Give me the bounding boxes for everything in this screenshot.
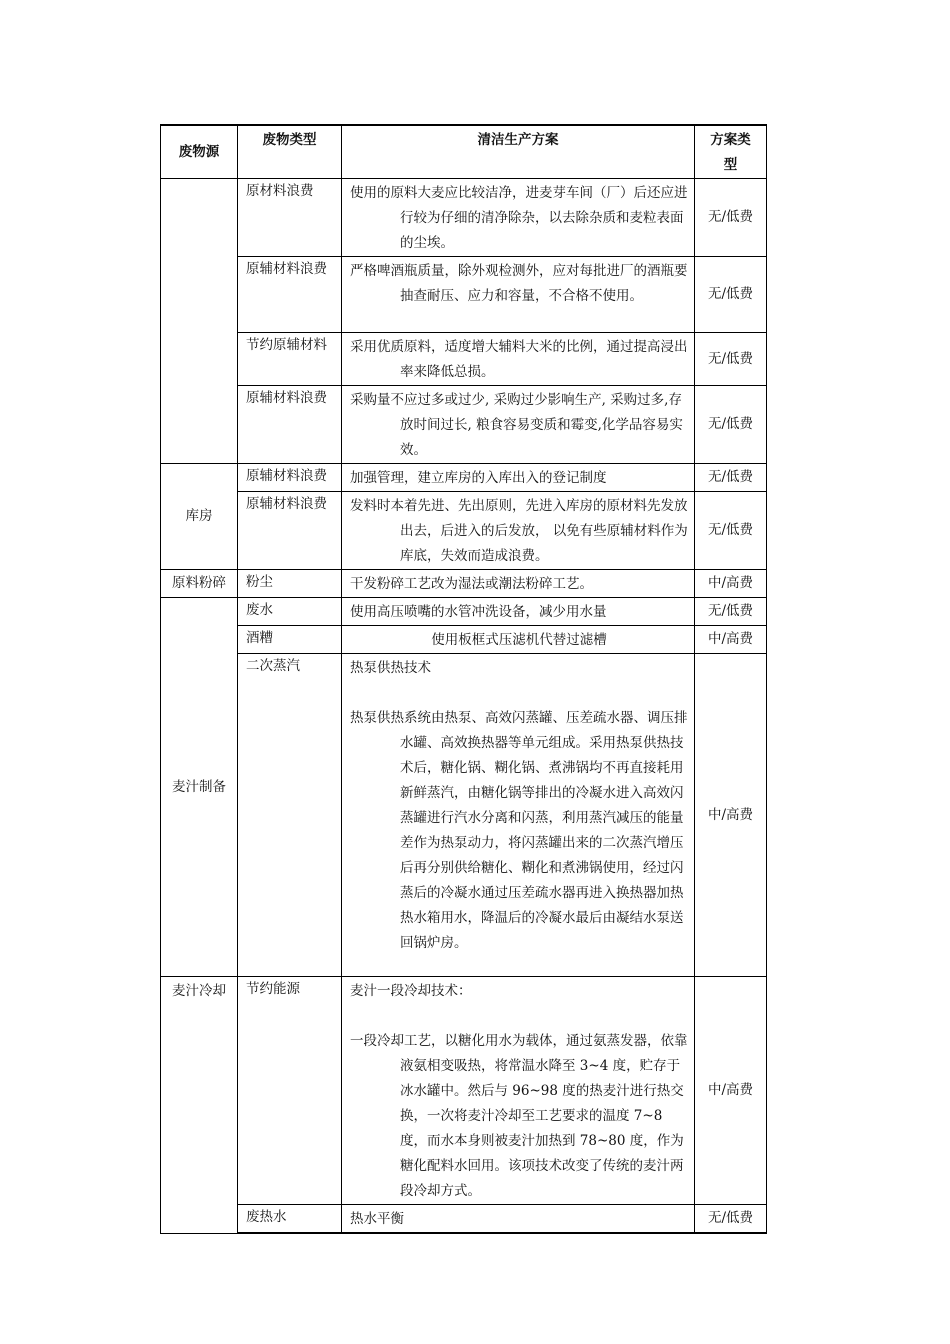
plan-kind-cell: 无/低费 [695, 386, 767, 464]
waste-type-cell: 二次蒸汽 [238, 654, 342, 977]
plan-kind-cell: 无/低费 [695, 179, 767, 257]
plan-kind-cell: 无/低费 [695, 1205, 767, 1234]
plan-cell [342, 570, 695, 598]
source-cell: 原料粉碎 [161, 570, 238, 598]
table-row [161, 977, 767, 1205]
waste-type-cell: 原辅材料浪费 [238, 464, 342, 492]
plan-text: 发料时本着先进、先出原则，先进入库房的原材料先发放出去，后进入的后发放， 以免有些原辅材料作为库底，失效而造成浪费。 [350, 498, 688, 564]
waste-type-cell: 原辅材料浪费 [238, 492, 342, 570]
plan-cell [342, 654, 695, 977]
plan-cell [342, 179, 695, 257]
table-row [161, 464, 767, 492]
plan-text: 使用高压喷嘴的水管冲洗设备，减少用水量 [350, 604, 607, 620]
plan-kind-cell: 无/低费 [695, 333, 767, 386]
plan-kind-cell: 无/低费 [695, 598, 767, 626]
plan-text: 干发粉碎工艺改为湿法或潮法粉碎工艺。 [350, 576, 593, 592]
source-cell: 库房 [161, 464, 238, 570]
header-plan-kind: 方案类 型 [695, 125, 767, 179]
header-row [161, 125, 767, 179]
plan-kind-cell: 中/高费 [695, 570, 767, 598]
plan-text: 使用的原料大麦应比较洁净，进麦芽车间（厂）后还应进行较为仔细的清净除杂，以去除杂质和麦粒表面的尘埃。 [350, 185, 688, 251]
plan-cell [342, 333, 695, 386]
plan-cell: 使用板框式压滤机代替过滤槽 [342, 626, 695, 654]
waste-type-cell: 原辅材料浪费 [238, 386, 342, 464]
plan-kind-cell: 中/高费 [695, 977, 767, 1205]
plan-kind-cell: 无/低费 [695, 492, 767, 570]
plan-kind-cell: 中/高费 [695, 626, 767, 654]
waste-type-cell: 酒糟 [238, 626, 342, 654]
plan-text: 严格啤酒瓶质量，除外观检测外，应对每批进厂的酒瓶要抽查耐压、应力和容量，不合格不使用。 [350, 263, 688, 304]
plan-text: 采购量不应过多或过少, 采购过少影响生产, 采购过多,存放时间过长, 粮食容易变质和霉变,化学品容易实效。 [350, 392, 683, 458]
plan-text: 热泵供热系统由热泵、高效闪蒸罐、压差疏水器、调压排水罐、高效换热器等单元组成。采用热泵供热技术后，糖化锅、糊化锅、煮沸锅均不再直接耗用新鲜蒸汽，由糖化锅等排出的冷凝水进入高效闪蒸罐进行汽水分离和闪蒸，利用蒸汽减压的能量差作为热泵动力，将闪蒸罐出来的二次蒸汽增压后再分别供给糖化、糊化和煮沸锅使用，经过闪蒸后的冷凝水通过压差疏水器再进入换热器加热热水箱用水，降温后的冷凝水最后由凝结水泵送回锅炉房。 [350, 710, 688, 951]
table-row [161, 492, 767, 570]
table-row [161, 333, 767, 386]
plan-cell [342, 977, 695, 1205]
table-row [161, 598, 767, 626]
header-plan: 清洁生产方案 [342, 125, 695, 179]
plan-title: 热泵供热技术 [350, 660, 431, 676]
table-row [161, 654, 767, 977]
table-row [161, 179, 767, 257]
header-source: 废物源 [161, 125, 238, 179]
plan-text: 采用优质原料，适度增大辅料大米的比例，通过提高浸出率来降低总损。 [350, 339, 688, 380]
plan-cell [342, 1205, 695, 1234]
waste-type-cell: 节约原辅材料 [238, 333, 342, 386]
plan-cell [342, 598, 695, 626]
plan-cell [342, 257, 695, 333]
plan-text: 加强管理，建立库房的入库出入的登记制度 [350, 470, 607, 486]
table-row [161, 386, 767, 464]
plan-title: 麦汁一段冷却技术： [350, 983, 472, 999]
header-waste-type: 废物类型 [238, 125, 342, 179]
plan-text: 热水平衡 [350, 1211, 404, 1227]
plan-text: 一段冷却工艺，以糖化用水为载体，通过氨蒸发器，依靠液氨相变吸热，将常温水降至 3~4 度，贮存于冰水罐中。然后与 96~98 度的热麦汁进行热交换，一次将麦汁冷却至工艺要求的温度 7~8 度，而水本身则被麦汁加热到 78~80 度，作为糖化配料水回用。该项技术改变了传统的麦汁两段冷却方式。 [350, 1033, 688, 1199]
source-cell-empty [161, 179, 238, 464]
table-row [161, 257, 767, 333]
waste-type-cell: 废水 [238, 598, 342, 626]
plan-kind-cell: 无/低费 [695, 464, 767, 492]
table-row [161, 1205, 767, 1234]
plan-cell [342, 492, 695, 570]
clean-production-table [160, 124, 767, 1234]
table-row [161, 570, 767, 598]
waste-type-cell: 粉尘 [238, 570, 342, 598]
plan-cell [342, 386, 695, 464]
waste-type-cell: 节约能源 [238, 977, 342, 1205]
plan-kind-cell: 无/低费 [695, 257, 767, 333]
waste-type-cell: 原材料浪费 [238, 179, 342, 257]
plan-kind-cell: 中/高费 [695, 654, 767, 977]
waste-type-cell: 废热水 [238, 1205, 342, 1234]
plan-cell [342, 464, 695, 492]
waste-type-cell: 原辅材料浪费 [238, 257, 342, 333]
source-cell: 麦汁制备 [161, 598, 238, 977]
table-row [161, 626, 767, 654]
source-cell: 麦汁冷却 [161, 977, 238, 1234]
